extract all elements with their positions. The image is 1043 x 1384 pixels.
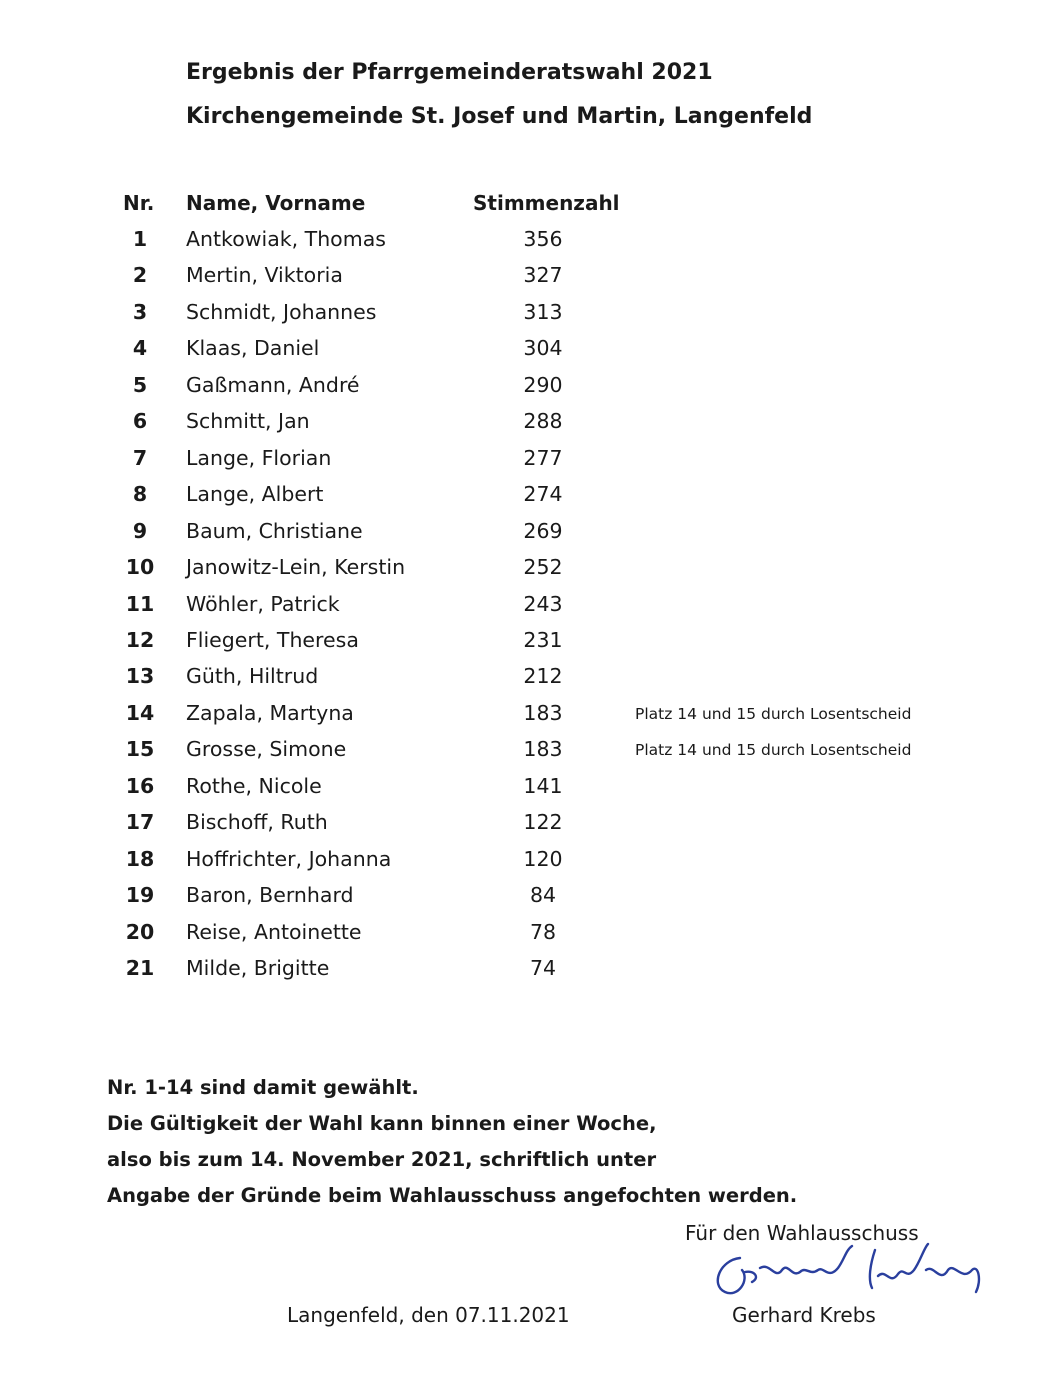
row-name: Güth, Hiltrud [186, 664, 319, 689]
notice-line: Nr. 1-14 sind damit gewählt. [107, 1076, 419, 1099]
column-header-votes: Stimmenzahl [473, 191, 620, 215]
row-votes: 269 [523, 518, 563, 543]
row-name: Wöhler, Patrick [186, 591, 340, 616]
row-votes: 231 [523, 627, 563, 652]
row-name: Hoffrichter, Johanna [186, 846, 392, 871]
election-notice [107, 1070, 797, 1214]
notice-line: also bis zum 14. November 2021, schriftlich unter [107, 1148, 657, 1171]
table-row [0, 701, 1043, 731]
table-row [0, 482, 1043, 512]
table-row [0, 883, 1043, 913]
row-note: Platz 14 und 15 durch Losentscheid [635, 704, 912, 723]
row-name: Reise, Antoinette [186, 919, 362, 944]
row-nr: 3 [132, 299, 148, 324]
row-votes: 290 [523, 372, 563, 397]
notice-line: Angabe der Gründe beim Wahlausschuss angefochten werden. [107, 1184, 798, 1207]
row-nr: 10 [125, 555, 155, 580]
row-name: Baum, Christiane [186, 518, 363, 543]
table-row [0, 373, 1043, 403]
signer-name: Gerhard Krebs [732, 1303, 876, 1327]
row-name: Klaas, Daniel [186, 336, 320, 361]
table-row [0, 592, 1043, 622]
table-row [0, 336, 1043, 366]
row-nr: 17 [125, 810, 155, 835]
row-votes: 122 [523, 810, 563, 835]
row-votes: 212 [523, 664, 563, 689]
row-votes: 274 [523, 482, 563, 507]
table-row [0, 628, 1043, 658]
table-row [0, 263, 1043, 293]
row-votes: 78 [529, 919, 557, 944]
row-name: Zapala, Martyna [186, 700, 354, 725]
row-nr: 18 [125, 846, 155, 871]
row-nr: 9 [132, 518, 148, 543]
table-row [0, 446, 1043, 476]
row-nr: 12 [125, 627, 155, 652]
row-nr: 8 [132, 482, 148, 507]
row-votes: 288 [523, 409, 563, 434]
row-nr: 4 [132, 336, 148, 361]
row-nr: 5 [132, 372, 148, 397]
table-row [0, 227, 1043, 257]
row-nr: 20 [125, 919, 155, 944]
row-name: Baron, Bernhard [186, 883, 354, 908]
row-nr: 21 [125, 956, 155, 980]
row-votes: 84 [529, 883, 557, 908]
row-nr: 16 [125, 773, 155, 798]
row-votes: 183 [523, 737, 563, 762]
row-votes: 252 [523, 555, 563, 580]
row-votes: 120 [523, 846, 563, 871]
row-name: Grosse, Simone [186, 737, 347, 762]
table-row [0, 920, 1043, 950]
table-row [0, 847, 1043, 877]
row-name: Janowitz-Lein, Kerstin [186, 555, 406, 580]
row-votes: 183 [523, 700, 563, 725]
table-row [0, 664, 1043, 694]
row-votes: 304 [523, 336, 563, 361]
row-nr: 15 [125, 737, 155, 762]
committee-label: Für den Wahlausschuss [685, 1221, 919, 1245]
column-header-nr: Nr. [123, 191, 155, 215]
row-votes: 356 [523, 227, 563, 251]
document-subtitle: Kirchengemeinde St. Josef und Martin, Langenfeld [186, 104, 813, 129]
row-name: Milde, Brigitte [186, 956, 330, 980]
row-name: Antkowiak, Thomas [186, 227, 386, 251]
row-name: Mertin, Viktoria [186, 263, 343, 288]
row-votes: 243 [523, 591, 563, 616]
row-nr: 7 [132, 445, 148, 470]
row-name: Gaßmann, André [186, 372, 360, 397]
column-header-name: Name, Vorname [186, 191, 366, 215]
document-title: Ergebnis der Pfarrgemeinderatswahl 2021 [186, 60, 713, 85]
table-row [0, 774, 1043, 804]
row-name: Lange, Albert [186, 482, 324, 507]
table-row [0, 810, 1043, 840]
table-row [0, 300, 1043, 330]
row-votes: 327 [523, 263, 563, 288]
row-nr: 1 [132, 227, 148, 251]
row-nr: 14 [125, 700, 155, 725]
table-row [0, 956, 1043, 986]
row-name: Schmitt, Jan [186, 409, 310, 434]
row-nr: 13 [125, 664, 155, 689]
row-name: Schmidt, Johannes [186, 299, 377, 324]
table-row [0, 409, 1043, 439]
signature [700, 1240, 1000, 1310]
row-note: Platz 14 und 15 durch Losentscheid [635, 741, 912, 760]
row-nr: 11 [125, 591, 155, 616]
row-votes: 141 [523, 773, 563, 798]
row-nr: 6 [132, 409, 148, 434]
row-votes: 313 [523, 299, 563, 324]
row-name: Bischoff, Ruth [186, 810, 328, 835]
table-row [0, 555, 1043, 585]
row-nr: 19 [125, 883, 155, 908]
row-name: Fliegert, Theresa [186, 627, 359, 652]
notice-line: Die Gültigkeit der Wahl kann binnen einer Woche, [107, 1112, 657, 1135]
row-nr: 2 [132, 263, 148, 288]
table-row [0, 737, 1043, 767]
place-and-date: Langenfeld, den 07.11.2021 [287, 1303, 570, 1327]
row-name: Rothe, Nicole [186, 773, 322, 798]
row-name: Lange, Florian [186, 445, 332, 470]
row-votes: 74 [529, 956, 557, 980]
table-row [0, 519, 1043, 549]
row-votes: 277 [523, 445, 563, 470]
